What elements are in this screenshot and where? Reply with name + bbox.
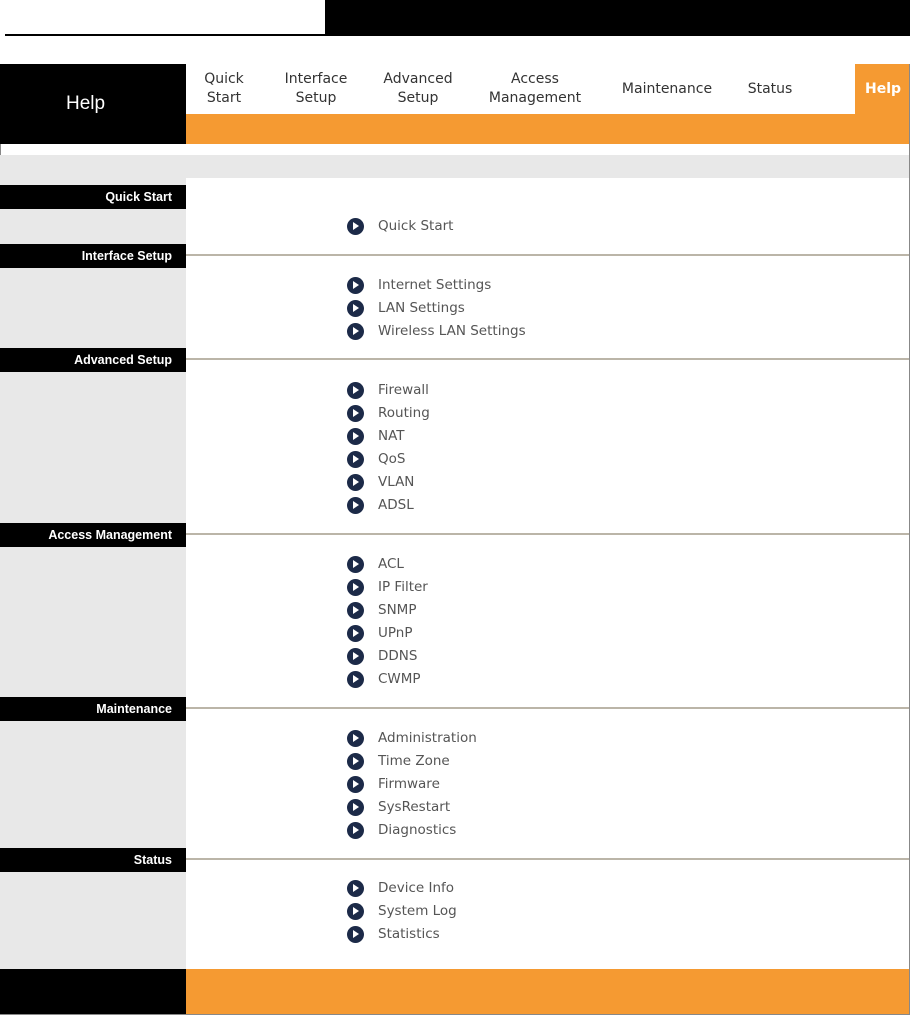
tab-access-management[interactable]: Access Management [488, 71, 582, 106]
top-navigation [186, 64, 855, 114]
link-adsl[interactable]: ADSL [347, 495, 414, 515]
tab-help[interactable]: Help [855, 64, 909, 114]
tab-interface-setup[interactable]: Interface Setup [284, 71, 348, 106]
section-divider [186, 858, 909, 860]
arrow-bullet-icon [347, 579, 364, 596]
link-lan-settings[interactable]: LAN Settings [347, 298, 465, 318]
arrow-bullet-icon [347, 323, 364, 340]
link-firmware[interactable]: Firmware [347, 774, 440, 794]
arrow-bullet-icon [347, 822, 364, 839]
footer-left [0, 969, 186, 1014]
link-device-info[interactable]: Device Info [347, 878, 454, 898]
arrow-bullet-icon [347, 428, 364, 445]
section-divider [186, 254, 909, 256]
link-ddns[interactable]: DDNS [347, 646, 417, 666]
link-cwmp[interactable]: CWMP [347, 669, 421, 689]
arrow-bullet-icon [347, 903, 364, 920]
arrow-bullet-icon [347, 405, 364, 422]
tab-quick-start[interactable]: Quick Start [204, 71, 244, 106]
section-divider [186, 533, 909, 535]
link-diagnostics[interactable]: Diagnostics [347, 820, 456, 840]
arrow-bullet-icon [347, 300, 364, 317]
link-qos[interactable]: QoS [347, 449, 405, 469]
section-title-interface-setup: Interface Setup [0, 244, 186, 268]
link-system-log[interactable]: System Log [347, 901, 457, 921]
top-banner [325, 0, 910, 36]
arrow-bullet-icon [347, 556, 364, 573]
arrow-bullet-icon [347, 497, 364, 514]
link-nat[interactable]: NAT [347, 426, 405, 446]
arrow-bullet-icon [347, 277, 364, 294]
arrow-bullet-icon [347, 753, 364, 770]
link-sysrestart[interactable]: SysRestart [347, 797, 450, 817]
link-ip-filter[interactable]: IP Filter [347, 577, 428, 597]
arrow-bullet-icon [347, 926, 364, 943]
section-divider [186, 358, 909, 360]
section-title-access-management: Access Management [0, 523, 186, 547]
arrow-bullet-icon [347, 474, 364, 491]
arrow-bullet-icon [347, 730, 364, 747]
tab-maintenance[interactable]: Maintenance [621, 81, 713, 97]
arrow-bullet-icon [347, 799, 364, 816]
link-acl[interactable]: ACL [347, 554, 404, 574]
top-banner-underline [5, 34, 325, 36]
link-vlan[interactable]: VLAN [347, 472, 414, 492]
arrow-bullet-icon [347, 648, 364, 665]
arrow-bullet-icon [347, 625, 364, 642]
link-administration[interactable]: Administration [347, 728, 477, 748]
tab-advanced-setup[interactable]: Advanced Setup [383, 71, 453, 106]
arrow-bullet-icon [347, 776, 364, 793]
link-statistics[interactable]: Statistics [347, 924, 440, 944]
page-title-box [0, 64, 186, 144]
header-strip [0, 155, 909, 178]
link-snmp[interactable]: SNMP [347, 600, 416, 620]
link-quick-start[interactable]: Quick Start [347, 216, 453, 236]
page-title: Help [66, 93, 106, 114]
arrow-bullet-icon [347, 382, 364, 399]
link-internet-settings[interactable]: Internet Settings [347, 275, 491, 295]
nav-subbar [186, 114, 909, 144]
arrow-bullet-icon [347, 602, 364, 619]
tab-status[interactable]: Status [747, 81, 793, 97]
arrow-bullet-icon [347, 451, 364, 468]
link-routing[interactable]: Routing [347, 403, 430, 423]
section-divider [186, 707, 909, 709]
footer-bar [186, 969, 909, 1014]
link-wireless-lan-settings[interactable]: Wireless LAN Settings [347, 321, 526, 341]
arrow-bullet-icon [347, 218, 364, 235]
link-upnp[interactable]: UPnP [347, 623, 412, 643]
arrow-bullet-icon [347, 671, 364, 688]
section-title-status: Status [0, 848, 186, 872]
section-title-advanced-setup: Advanced Setup [0, 348, 186, 372]
section-title-maintenance: Maintenance [0, 697, 186, 721]
arrow-bullet-icon [347, 880, 364, 897]
section-title-quick-start: Quick Start [0, 185, 186, 209]
link-time-zone[interactable]: Time Zone [347, 751, 450, 771]
link-firewall[interactable]: Firewall [347, 380, 429, 400]
